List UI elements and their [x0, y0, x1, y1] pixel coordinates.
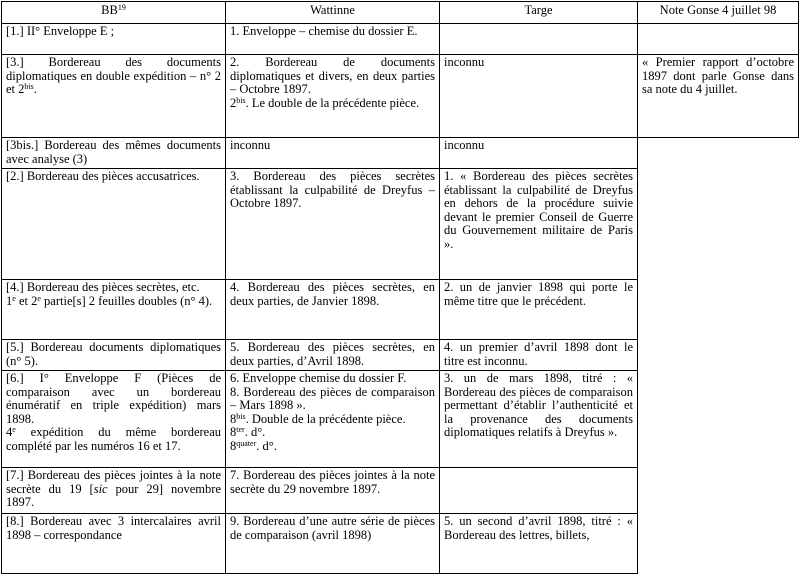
- cell-text: [4.] Bordereau des pièces secrètes, etc.: [6, 280, 200, 294]
- cell-text: 2. un de janvier 1898 qui porte le même titre que le précédent.: [444, 280, 633, 308]
- header-gonse: Note Gonse 4 juillet 98: [638, 2, 799, 24]
- cell-gonse-empty: [638, 280, 799, 340]
- cell-targe: [440, 55, 638, 138]
- cell-text: 9. Bordereau d’une autre série de pièces de comparaison (avril 1898): [230, 514, 435, 542]
- cell-wattinne: [226, 280, 440, 340]
- cell-gonse-empty: [638, 138, 799, 169]
- cell-wattinne: [226, 55, 440, 138]
- cell-targe: [440, 169, 638, 280]
- cell-bb: [2, 169, 226, 280]
- table-row: [2, 468, 799, 514]
- cell-wattinne: [226, 468, 440, 514]
- cell-text: $8^{bis}$. Double de la précédente pièce.: [230, 411, 406, 426]
- cell-text: 2. Bordereau de documents diplomatiques et divers, en deux parties – Octobre 1897.: [230, 55, 435, 97]
- cell-text: 4e expédition du même bordereau complété par les numéros 16 et 17.: [6, 425, 221, 453]
- cell-text: 8. Bordereau des pièces de comparaison – Mars 1898 ».: [230, 384, 435, 413]
- cell-text: 1. Enveloppe – chemise du dossier E.: [230, 24, 418, 38]
- cell-targe: [440, 24, 638, 55]
- cell-text: 1e et 2e partie[s] 2 feuilles doubles (n° 4).: [6, 293, 213, 308]
- cell-bb: [2, 24, 226, 55]
- cell-gonse-empty: [638, 340, 799, 371]
- cell-bb: [2, 55, 226, 138]
- cell-text: [3.] Bordereau des documents diplomatiques en double expédition – n° 2 et $2^{bis}$.: [6, 55, 221, 97]
- cell-targe: [440, 138, 638, 169]
- cell-text: [1.] II° Enveloppe E ;: [6, 24, 115, 38]
- cell-wattinne: [226, 138, 440, 169]
- cell-gonse: [638, 24, 799, 55]
- cell-text: 5. Bordereau des pièces secrètes, en deux parties, d’Avril 1898.: [230, 340, 435, 368]
- table-row: [2, 169, 799, 280]
- table-row: [2, 514, 799, 574]
- cell-wattinne: [226, 514, 440, 574]
- bordereaux-table: [1, 1, 799, 574]
- cell-targe: [440, 371, 638, 468]
- cell-text: 4. un premier d’avril 1898 dont le titre est inconnu.: [444, 340, 633, 368]
- cell-wattinne: [226, 371, 440, 468]
- table-row: [2, 340, 799, 371]
- cell-text: 5. un second d’avril 1898, titré : « Bordereau des lettres, billets,: [444, 514, 633, 542]
- header-wattinne: Wattinne: [226, 2, 440, 24]
- cell-gonse-empty: [638, 468, 799, 514]
- cell-text: 4. Bordereau des pièces secrètes, en deux parties, de Janvier 1898.: [230, 280, 435, 308]
- cell-text: 3. un de mars 1898, titré : « Bordereau des pièces de comparaison permettant d’établir l’authenticité et la provenance des documents diplomatiques relatifs à Dreyfus ».: [444, 371, 633, 440]
- cell-gonse-empty: [638, 514, 799, 574]
- cell-bb: [2, 514, 226, 574]
- cell-text: [6.] I° Enveloppe F (Pièces de comparaison avec un bordereau énumératif en triple expédition) mars 1898.: [6, 371, 221, 426]
- header-bb: [2, 2, 226, 24]
- table-row: [2, 280, 799, 340]
- cell-wattinne: [226, 340, 440, 371]
- cell-text: [8.] Bordereau avec 3 intercalaires avril 1898 – correspondance: [6, 514, 221, 542]
- cell-text: 6. Enveloppe chemise du dossier F.: [230, 371, 407, 385]
- cell-text: « Premier rapport d’octobre 1897 dont parle Gonse dans sa note du 4 juillet.: [642, 55, 794, 97]
- cell-bb: [2, 340, 226, 371]
- cell-text: inconnu: [230, 138, 271, 152]
- cell-wattinne: [226, 169, 440, 280]
- cell-text: inconnu: [444, 55, 485, 69]
- cell-text: [3bis.] Bordereau des mêmes documents avec analyse (3): [6, 138, 221, 166]
- header-targe: Targe: [440, 2, 638, 24]
- cell-targe: [440, 514, 638, 574]
- cell-text: [7.] Bordereau des pièces jointes à la note secrète du 19 [sic pour 29] novembre 1897.: [6, 468, 221, 510]
- table-header-row: [2, 2, 799, 24]
- table-row: [2, 24, 799, 55]
- cell-bb: [2, 138, 226, 169]
- cell-text: 1. « Bordereau des pièces secrètes établissant la culpabilité de Dreyfus en dehors de la procédure suivie devant le premier Conseil de Guerre du Gouvernement militaire de Paris ».: [444, 169, 633, 251]
- cell-bb: [2, 371, 226, 468]
- cell-text: [2.] Bordereau des pièces accusatrices.: [6, 169, 200, 183]
- cell-text: 3. Bordereau des pièces secrètes établissant la culpabilité de Dreyfus – Octobre 1897.: [230, 169, 435, 211]
- cell-targe: [440, 468, 638, 514]
- cell-targe: [440, 340, 638, 371]
- header-bb-text: BB: [101, 3, 118, 17]
- header-bb-sup: 19: [117, 3, 126, 12]
- cell-targe: [440, 280, 638, 340]
- cell-text: inconnu: [444, 138, 485, 152]
- cell-text: $2^{bis}$. Le double de la précédente pièce.: [230, 95, 420, 110]
- cell-gonse-empty: [638, 169, 799, 280]
- cell-wattinne: [226, 24, 440, 55]
- cell-gonse: [638, 55, 799, 138]
- table-row: [2, 138, 799, 169]
- cell-bb: [2, 468, 226, 514]
- table-row: [2, 55, 799, 138]
- cell-text: $8^{quater}$. d°.: [230, 438, 277, 453]
- cell-text: $8^{ter}$. d°.: [230, 425, 266, 440]
- cell-text: 7. Bordereau des pièces jointes à la note secrète du 29 novembre 1897.: [230, 468, 435, 496]
- cell-text: [5.] Bordereau documents diplomatiques (n° 5).: [6, 340, 221, 368]
- table-row: [2, 371, 799, 468]
- cell-gonse-empty: [638, 371, 799, 468]
- cell-bb: [2, 280, 226, 340]
